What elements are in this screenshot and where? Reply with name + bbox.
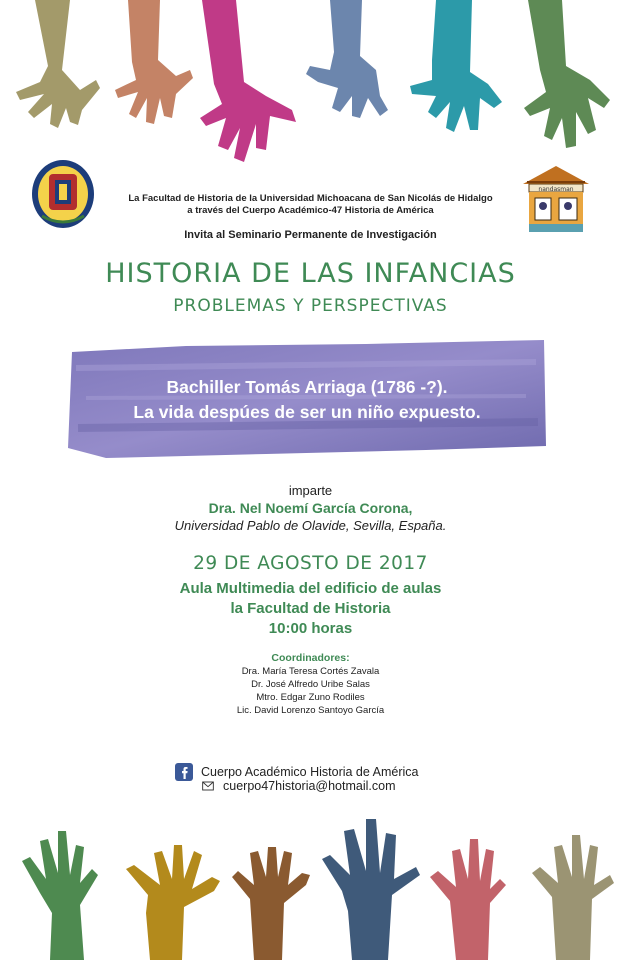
invitation-line: Invita al Seminario Permanente de Investigación [184, 229, 437, 241]
hand-rose-bottom [430, 839, 506, 960]
talk-title-line-1: Bachiller Tomás Arriaga (1786 -?). [166, 377, 448, 397]
email-address[interactable]: cuerpo47historia@hotmail.com [223, 779, 396, 793]
talk-title-line-2: La vida despúes de ser un niño expuesto. [133, 402, 481, 422]
coordinator-name: Mtro. Edgar Zuno Rodiles [256, 692, 365, 703]
house-sign-text: nandasman [538, 186, 574, 193]
hand-steelblue-top [306, 0, 388, 118]
talk-title [66, 375, 548, 425]
envelope-icon [201, 780, 215, 792]
hand-salmon-top [115, 0, 193, 124]
coordinator-name: Dra. María Teresa Cortés Zavala [241, 666, 380, 677]
header-line-1: La Facultad de Historia de la Universidad Michoacana de San Nicolás de Hidalgo [128, 193, 493, 204]
hand-olive-top [16, 0, 100, 128]
coordinator-name: Dr. José Alfredo Uribe Salas [251, 679, 370, 690]
hand-green-bottom [22, 831, 98, 960]
venue-line-2: la Facultad de Historia [230, 600, 391, 617]
coordinators-list [0, 665, 621, 717]
event-time: 10:00 horas [268, 620, 353, 637]
email-contact[interactable] [201, 779, 396, 793]
hand-green-top [524, 0, 610, 148]
hand-taupe-bottom [532, 835, 614, 960]
facebook-page-name: Cuerpo Académico Historia de América [201, 765, 419, 779]
top-hands-decoration [0, 0, 621, 175]
subtitle: PROBLEMAS Y PERSPECTIVAS [173, 296, 448, 316]
hand-magenta-top [200, 0, 296, 162]
speaker-name: Dra. Nel Noemí García Corona, [208, 500, 413, 516]
speaker-affiliation: Universidad Pablo de Olavide, Sevilla, España. [174, 518, 447, 533]
event-venue [0, 579, 621, 639]
bottom-hands-decoration [0, 795, 621, 960]
hand-teal-top [410, 0, 502, 132]
header-institution [0, 193, 621, 217]
hand-mustard-bottom [126, 845, 220, 960]
main-title: HISTORIA DE LAS INFANCIAS [105, 258, 516, 289]
hand-navy-bottom [322, 819, 420, 960]
speaker-intro: imparte [288, 483, 333, 498]
coordinators-title: Coordinadores: [271, 652, 350, 664]
facebook-icon [175, 763, 193, 781]
header-line-2: a través del Cuerpo Académico-47 Historia de América [187, 205, 434, 216]
hand-brown-bottom [232, 847, 310, 960]
venue-line-1: Aula Multimedia del edificio de aulas [179, 580, 442, 597]
coordinator-name: Lic. David Lorenzo Santoyo García [236, 705, 385, 716]
event-date: 29 DE AGOSTO DE 2017 [193, 553, 428, 574]
